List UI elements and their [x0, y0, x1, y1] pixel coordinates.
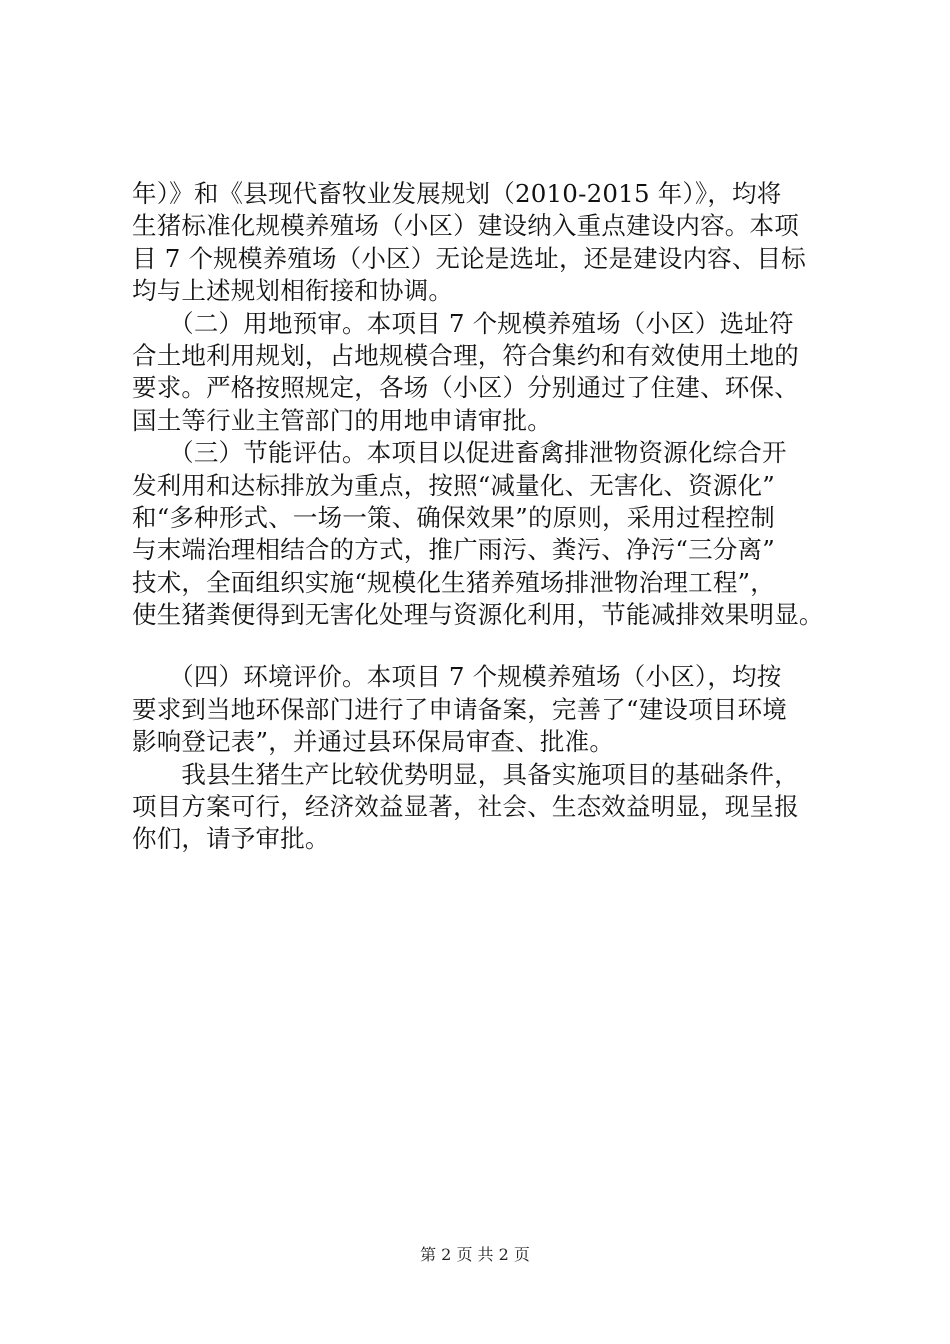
text-line: （四）环境评价。本项目 7 个规模养殖场（小区），均按 [132, 662, 782, 692]
text-line: 国土等行业主管部门的用地申请审批。 [132, 405, 552, 435]
text-line: 影响登记表”，并通过县环保局审查、批准。 [132, 727, 615, 757]
text-line: 使生猪粪便得到无害化处理与资源化利用，节能减排效果明显。 [132, 600, 824, 630]
text-line: 年）》和《县现代畜牧业发展规划（2010-2015 年）》，均将 [132, 179, 782, 208]
paragraph-environment-evaluation [132, 661, 852, 758]
text-line: （三）节能评估。本项目以促进畜禽排泄物资源化综合开 [132, 438, 787, 468]
text-line: 你们，请予审批。 [132, 824, 330, 854]
text-line: 与末端治理相结合的方式，推广雨污、粪污、净污“三分离” [132, 535, 775, 565]
page-number-footer: 第 2 页 共 2 页 [420, 1245, 530, 1264]
document-body [132, 178, 852, 856]
text-line: 合土地利用规划，占地规模合理，符合集约和有效使用土地的 [132, 340, 799, 370]
text-line: 技术，全面组织实施“规模化生猪养殖场排泄物治理工程”， [132, 567, 775, 597]
text-line: 要求到当地环保部门进行了申请备案，完善了“建设项目环境 [132, 694, 787, 724]
paragraph-plan-alignment [132, 178, 852, 308]
text-line: 生猪标准化规模养殖场（小区）建设纳入重点建设内容。本项 [132, 211, 799, 241]
text-line: 发利用和达标排放为重点，按照“减量化、无害化、资源化” [132, 470, 775, 500]
paragraph-land-review [132, 308, 852, 438]
text-line: 要求。严格按照规定，各场（小区）分别通过了住建、环保、 [132, 373, 799, 403]
text-line: 和“多种形式、一场一策、确保效果”的原则，采用过程控制 [132, 502, 775, 532]
paragraph-conclusion [132, 759, 852, 856]
text-line: 我县生猪生产比较优势明显，具备实施项目的基础条件， [132, 759, 799, 789]
text-line: 目 7 个规模养殖场（小区）无论是选址，还是建设内容、目标 [132, 243, 806, 273]
paragraph-spacer [132, 631, 852, 661]
paragraph-energy-assessment [132, 437, 852, 631]
text-line: 均与上述规划相衔接和协调。 [132, 276, 454, 306]
text-line: （二）用地预审。本项目 7 个规模养殖场（小区）选址符 [132, 308, 794, 338]
text-line: 项目方案可行，经济效益显著，社会、生态效益明显，现呈报 [132, 792, 799, 822]
